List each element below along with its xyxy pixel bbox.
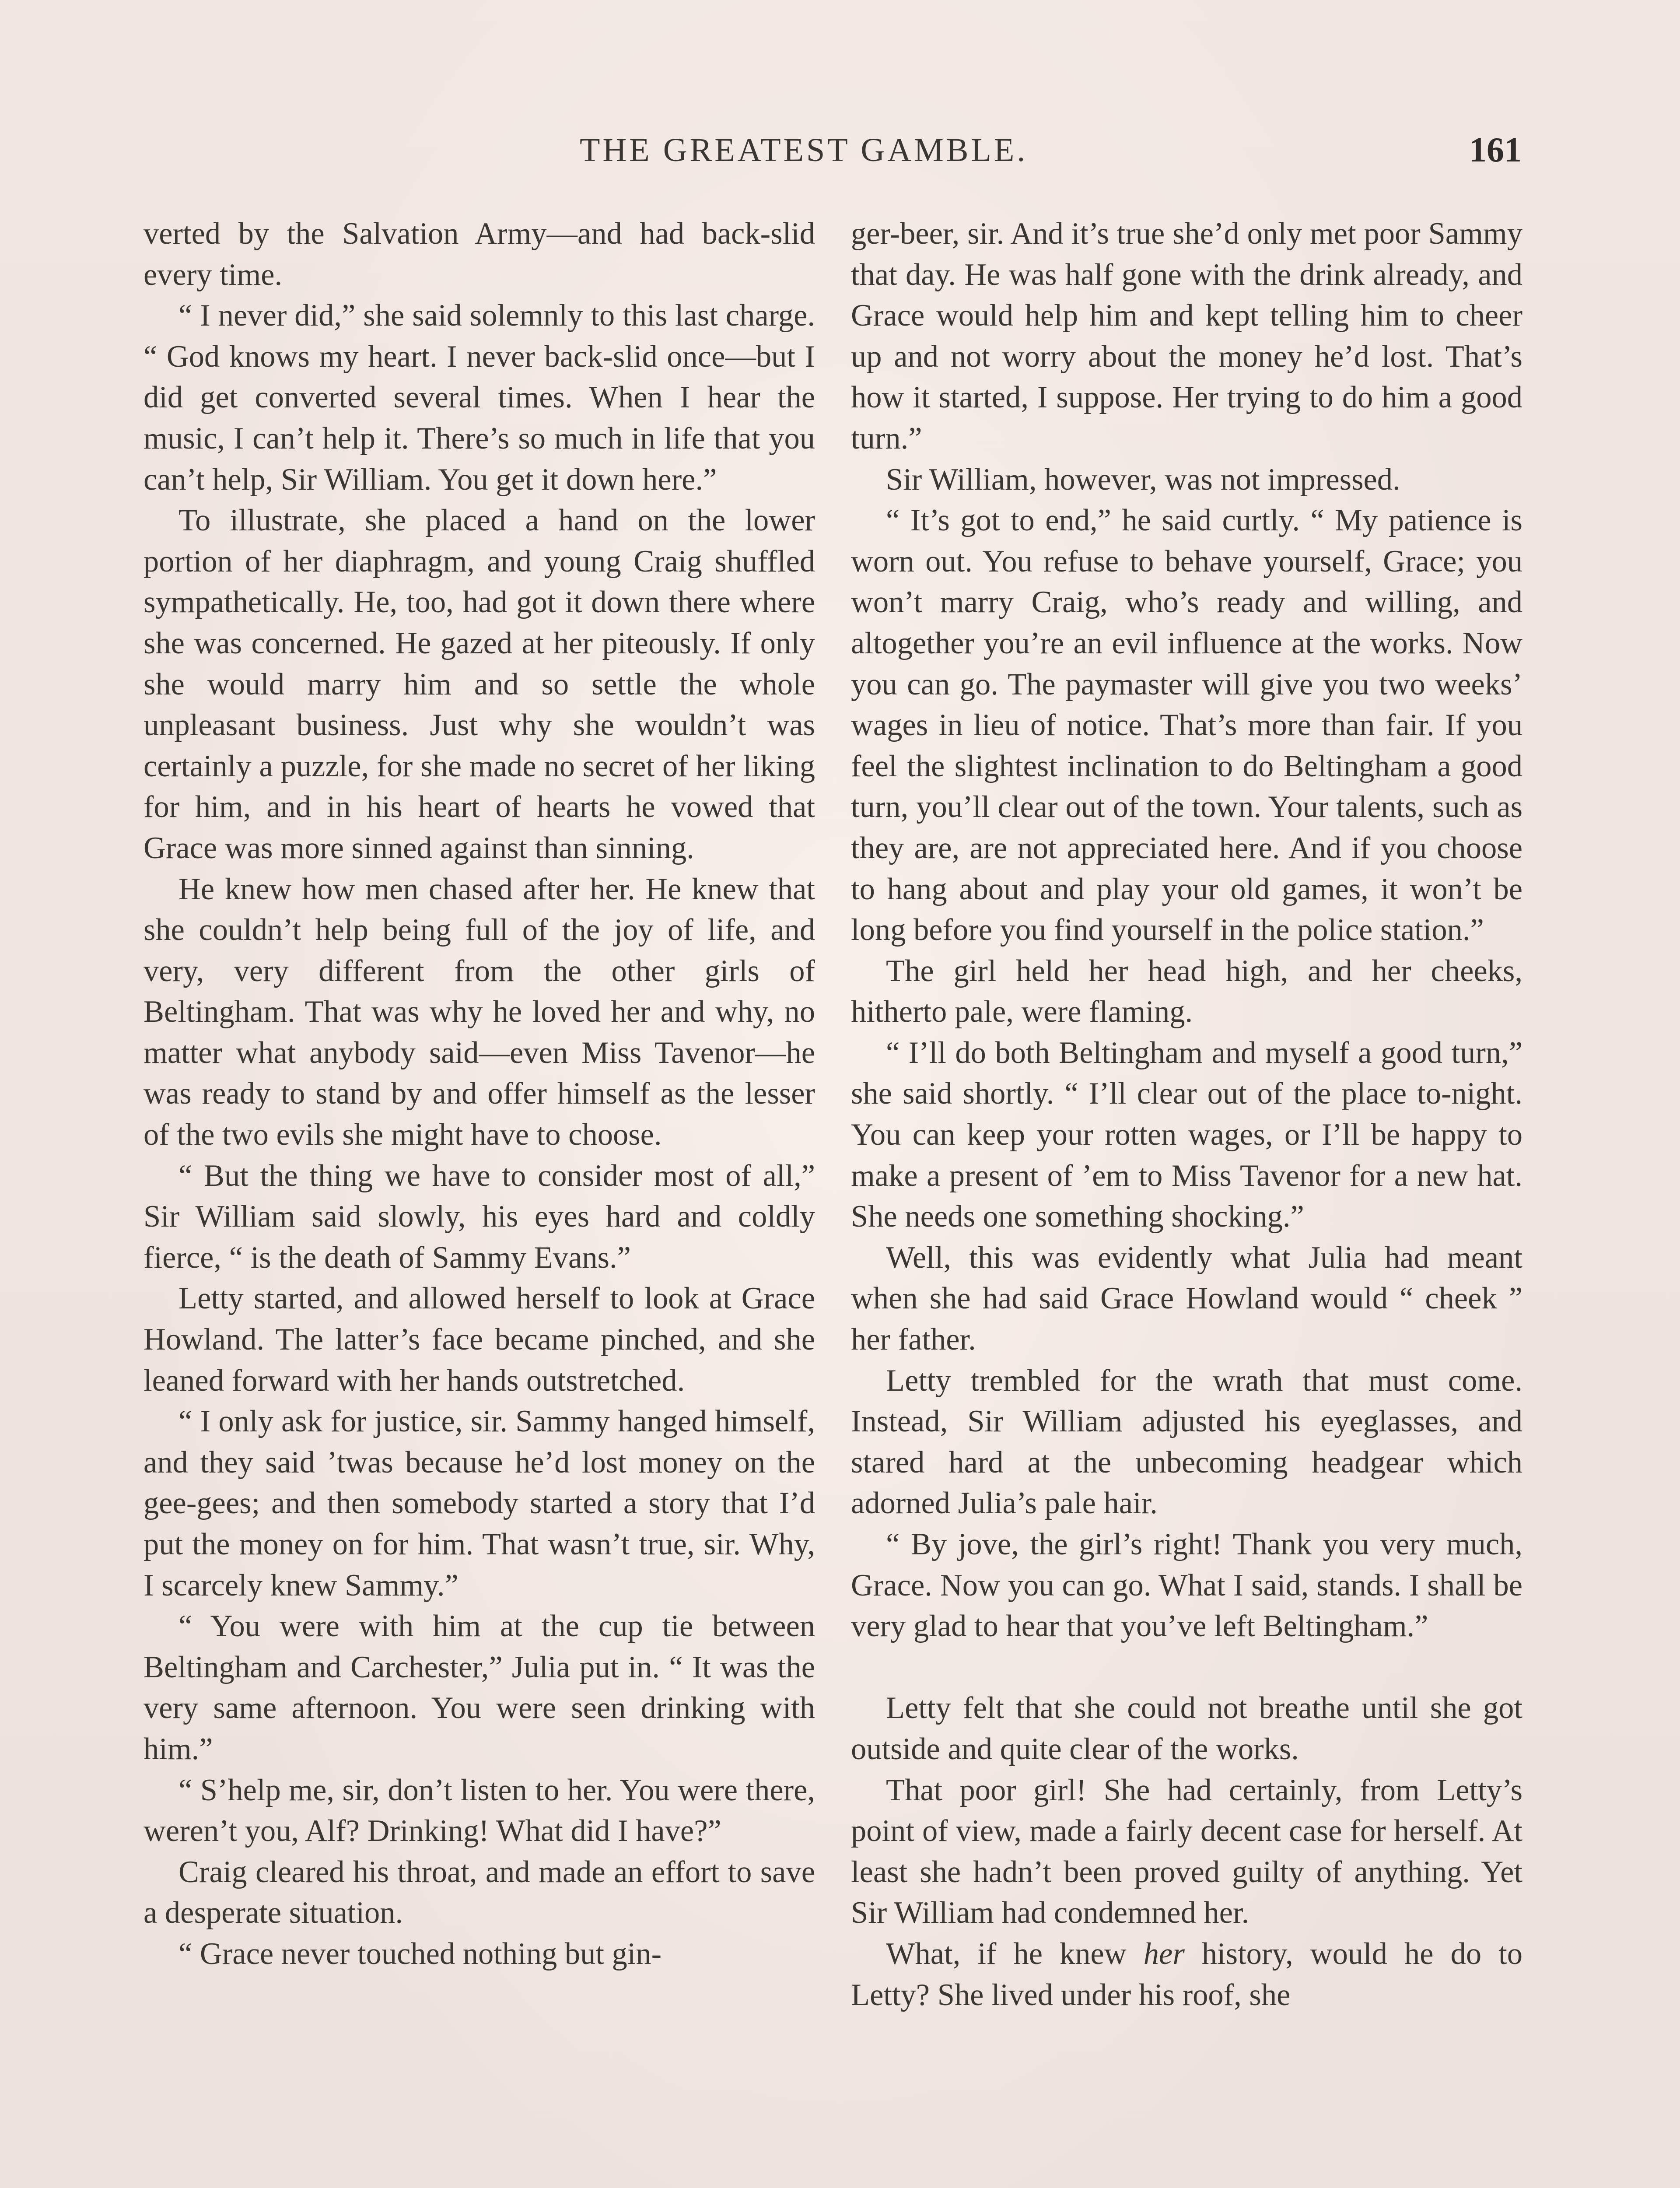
paragraph: Letty started, and allowed herself to look at Grace Howland. The latter’s face became pinched, and she leaned forward with her hands outstretched. (144, 1281, 815, 1398)
paragraph: ger-beer, sir. And it’s true she’d only met poor Sammy that day. He was half gone with the drink already, and Grace would help him and kept telling him to cheer up and not worry about the money he’d lost. That’s how it started, I suppose. Her trying to do him a good turn.” (851, 217, 1522, 456)
text-run: What, if he knew (886, 1936, 1144, 1971)
paragraph: Letty trembled for the wrath that must come. Instead, Sir William adjusted his eyeglasses, and stared hard at the unbecoming headgear which adorned Julia’s pale hair. (851, 1363, 1522, 1521)
italic-word: her (1143, 1936, 1185, 1971)
paragraph: “ By jove, the girl’s right! Thank you very much, Grace. Now you can go. What I said, stands. I shall be very glad to hear that you’ve left Beltingham.” (851, 1527, 1522, 1644)
paragraph: The girl held her head high, and her cheeks, hitherto pale, were flaming. (851, 954, 1522, 1029)
running-title: THE GREATEST GAMBLE. (580, 132, 1028, 168)
page-number: 161 (1469, 131, 1522, 169)
paragraph: To illustrate, she placed a hand on the lower portion of her diaphragm, and young Craig shuffled sympathetically. He, too, had got it down there where she was concerned. He gazed at her piteously. If only she would marry him and so settle the whole unpleasant business. Just why she wouldn’t was certainly a puzzle, for she made no secret of her liking for him, and in his heart of hearts he vowed that Grace was more sinned against than sinning. (144, 503, 815, 865)
left-text-column (144, 214, 815, 1975)
paragraph: “ Grace never touched nothing but gin- (178, 1936, 662, 1971)
right-text-column (851, 214, 1522, 2016)
paragraph: “ I never did,” she said solemnly to this last charge. “ God knows my heart. I never back-slid once—but I did get converted several times. When I hear the music, I can’t help it. There’s so much in life that you can’t help, Sir William. You get it down here.” (144, 298, 815, 497)
text-run: history, would he do to Letty? She lived under his roof, she (851, 1936, 1522, 2012)
paragraph: “ S’help me, sir, don’t listen to her. You were there, weren’t you, Alf? Drinking! What did I have?” (144, 1773, 815, 1848)
paragraph: He knew how men chased after her. He knew that she couldn’t help being full of the joy of life, and very, very different from the other girls of Beltingham. That was why he loved her and why, no matter what anybody said—even Miss Tavenor—he was ready to stand by and offer himself as the lesser of the two evils she might have to choose. (144, 872, 815, 1152)
paragraph: “ You were with him at the cup tie between Beltingham and Carchester,” Julia put in. “ It was the very same afternoon. You were seen drinking with him.” (144, 1609, 815, 1766)
paragraph: Sir William, however, was not impressed. (886, 462, 1400, 497)
paragraph: “ But the thing we have to consider most of all,” Sir William said slowly, his eyes hard and coldly fierce, “ is the death of Sammy Evans.” (144, 1158, 815, 1275)
paragraph: “ I only ask for justice, sir. Sammy hanged himself, and they said ’twas because he’d lost money on the gee-gees; and then somebody started a story that I’d put the money on for him. That wasn’t true, sir. Why, I scarcely knew Sammy.” (144, 1404, 815, 1602)
paragraph: Letty felt that she could not breathe until she got outside and quite clear of the works. (851, 1691, 1522, 1766)
paragraph: Well, this was evidently what Julia had meant when she had said Grace Howland would “ cheek ” her father. (851, 1240, 1522, 1357)
paragraph: Craig cleared his throat, and made an effort to save a desperate situation. (144, 1855, 815, 1930)
paragraph-with-italic (851, 1934, 1522, 2016)
paragraph: “ It’s got to end,” he said curtly. “ My patience is worn out. You refuse to behave yourself, Grace; you won’t marry Craig, who’s ready and willing, and altogether you’re an evil influence at the works. Now you can go. The paymaster will give you two weeks’ wages in lieu of notice. That’s more than fair. If you feel the slightest inclination to do Beltingham a good turn, you’ll clear out of the town. Your talents, such as they are, are not appreciated here. And if you choose to hang about and play your old games, it won’t be long before you find yourself in the police station.” (851, 503, 1522, 947)
paragraph: verted by the Salvation Army—and had back-slid every time. (144, 217, 815, 292)
paragraph: “ I’ll do both Beltingham and myself a good turn,” she said shortly. “ I’ll clear out of the place to-night. You can keep your rotten wages, or I’ll be happy to make a present of ’em to Miss Tavenor for a new hat. She needs one something shocking.” (851, 1035, 1522, 1234)
paragraph: That poor girl! She had certainly, from Letty’s point of view, made a fairly decent case for herself. At least she hadn’t been proved guilty of anything. Yet Sir William had condemned her. (851, 1773, 1522, 1930)
